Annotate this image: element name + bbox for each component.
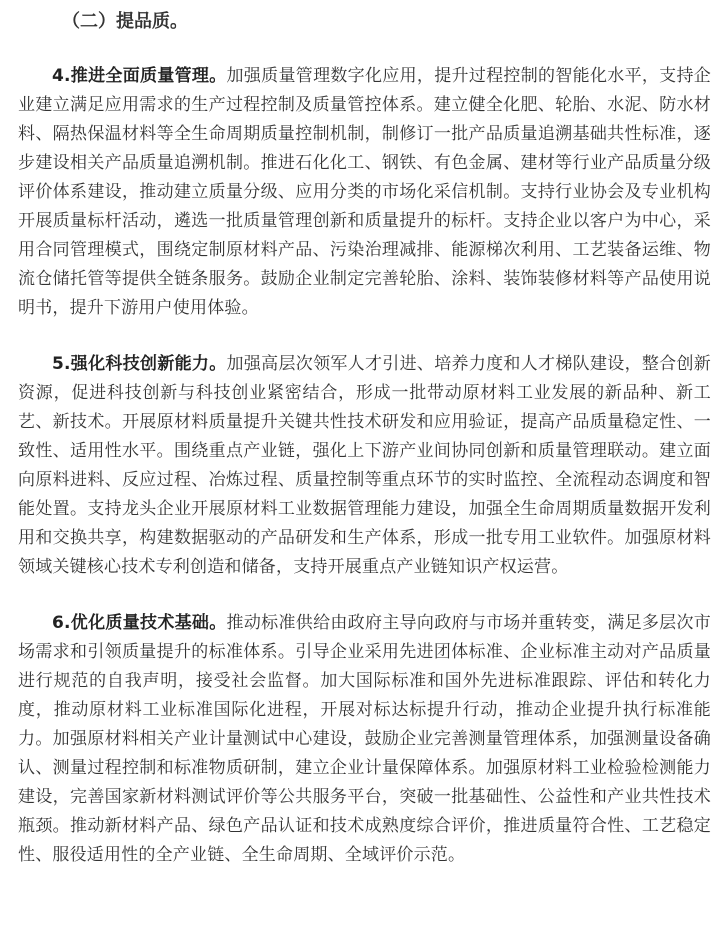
paragraph-quality-management: [18, 62, 711, 323]
paragraph-body: 加强质量管理数字化应用，提升过程控制的智能化水平，支持企业建立满足应用需求的生产过程控制及质量管控体系。建立健全化肥、轮胎、水泥、防水材料、隔热保温材料等全生命周期质量控制机制，制修订一批产品质量追溯基础共性标准，逐步建设相关产品质量追溯机制。推进石化化工、钢铁、有色金属、建材等行业产品质量分级评价体系建设，推动建立质量分级、应用分类的市场化采信机制。支持行业协会及专业机构开展质量标杆活动，遴选一批质量管理创新和质量提升的标杆。支持企业以客户为中心，采用合同管理模式，围绕定制原材料产品、污染治理减排、能源梯次利用、工艺装备运维、物流仓储托管等提供全链条服务。鼓励企业制定完善轮胎、涂料、装饰装修材料等产品使用说明书，提升下游用户使用体验。: [18, 66, 711, 318]
paragraph-lead: 4.推进全面质量管理。: [52, 66, 227, 86]
paragraph-lead: 6.优化质量技术基础。: [52, 613, 227, 633]
section-heading: （二）提品质。: [62, 11, 188, 32]
paragraph-body: 推动标准供给由政府主导向政府与市场并重转变，满足多层次市场需求和引领质量提升的标准体系。引导企业采用先进团体标准、企业标准主动对产品质量进行规范的自我声明，接受社会监督。加大国际标准和国外先进标准跟踪、评估和转化力度，推动原材料工业标准国际化进程，开展对标达标提升行动，推动企业提升执行标准能力。加强原材料相关产业计量测试中心建设，鼓励企业完善测量管理体系，加强测量设备确认、测量过程控制和标准物质研制，建立企业计量保障体系。加强原材料工业检验检测能力建设，完善国家新材料测试评价等公共服务平台，突破一批基础性、公益性和产业共性技术瓶颈。推动新材料产品、绿色产品认证和技术成熟度综合评价，推进质量符合性、工艺稳定性、服役适用性的全产业链、全生命周期、全域评价示范。: [18, 613, 711, 865]
paragraph-lead: 5.强化科技创新能力。: [52, 354, 227, 374]
paragraph-technical-foundation: [18, 609, 711, 870]
paragraph-body: 加强高层次领军人才引进、培养力度和人才梯队建设，整合创新资源，促进科技创新与科技创业紧密结合，形成一批带动原材料工业发展的新品种、新工艺、新技术。开展原材料质量提升关键共性技术研发和应用验证，提高产品质量稳定性、一致性、适用性水平。围绕重点产业链，强化上下游产业间协同创新和质量管理联动。建立面向原料进料、反应过程、冶炼过程、质量控制等重点环节的实时监控、全流程动态调度和智能处置。支持龙头企业开展原材料工业数据管理能力建设，加强全生命周期质量数据开发利用和交换共享，构建数据驱动的产品研发和生产体系，形成一批专用工业软件。加强原材料领域关键核心技术专利创造和储备，支持开展重点产业链知识产权运营。: [18, 354, 711, 577]
paragraph-innovation: [18, 350, 711, 582]
